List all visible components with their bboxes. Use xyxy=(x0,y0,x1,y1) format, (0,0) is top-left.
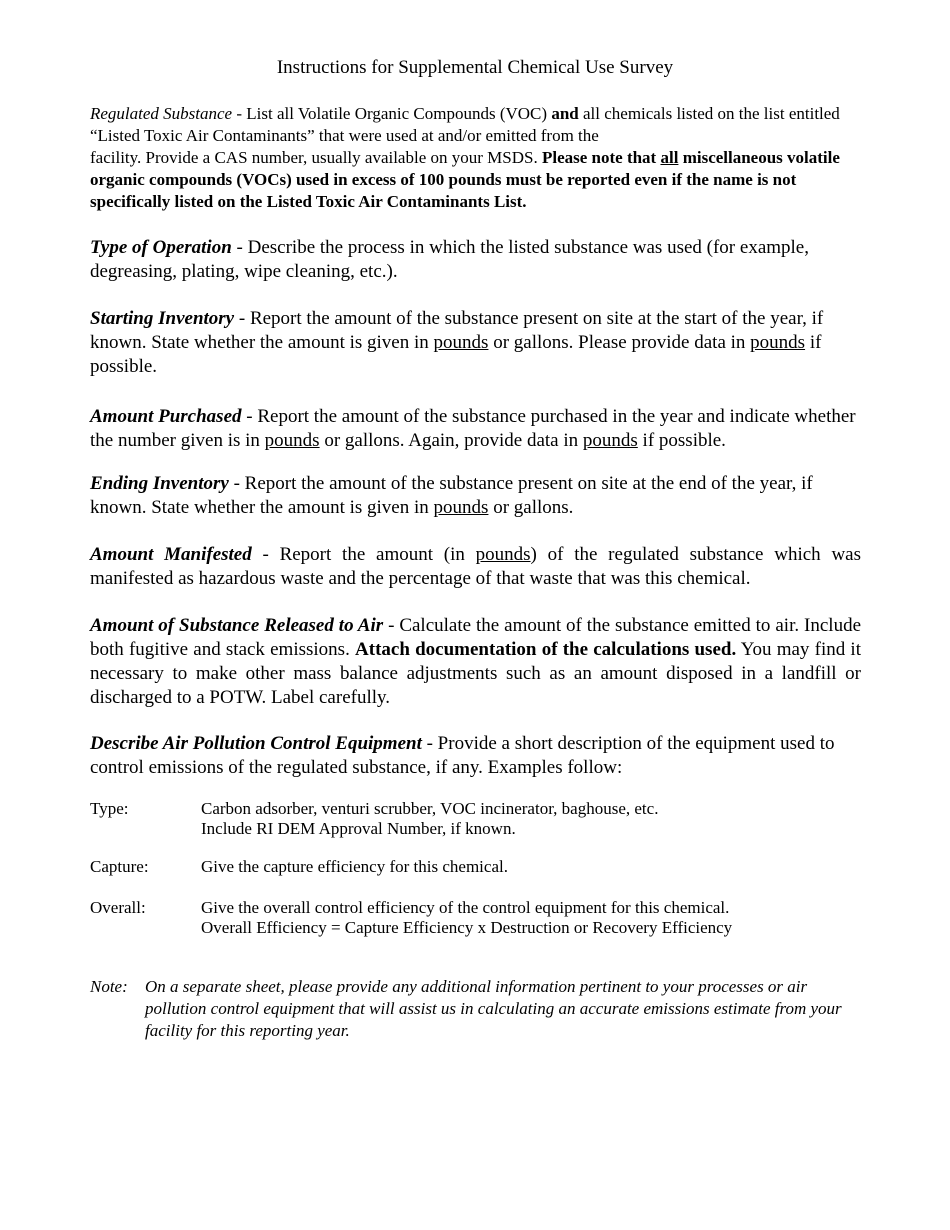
term-control-equipment: Describe Air Pollution Control Equipment xyxy=(90,733,422,754)
regulated-bold-2: miscellaneous volatile organic compounds (VOCs) used in excess of 100 pounds must be reported even if the name is not specifically listed on the Listed Toxic Air Contaminants List. xyxy=(90,148,840,211)
ending-inventory-text-2: or gallons. xyxy=(488,497,574,518)
amount-purchased-pounds-2: pounds xyxy=(582,430,638,451)
example-line-1: Give the overall control efficiency of the control equipment for this chemical. xyxy=(201,898,730,917)
example-line-2: Include RI DEM Approval Number, if known. xyxy=(201,819,516,838)
amount-purchased-pounds-1: pounds xyxy=(264,430,320,451)
regulated-bold-all: all xyxy=(660,148,679,167)
section-regulated-substance xyxy=(90,103,861,213)
starting-inventory-text-2: or gallons. Please provide data in xyxy=(488,332,751,353)
released-to-air-text-2: You may find it necessary to make other mass balance adjustments such as an amount disposed in a landfill or discharged to a POTW. Label carefully. xyxy=(90,639,861,708)
term-released-to-air: Amount of Substance Released to Air xyxy=(90,615,384,636)
amount-purchased-text-2: or gallons. Again, provide data in xyxy=(319,430,583,451)
regulated-and: and xyxy=(551,104,579,123)
term-type-of-operation: Type of Operation xyxy=(90,237,232,258)
term-regulated-substance: Regulated Substance xyxy=(90,104,233,123)
section-starting-inventory xyxy=(90,307,861,379)
regulated-text-3: facility. Provide a CAS number, usually available on your MSDS. xyxy=(90,148,542,167)
example-label: Capture: xyxy=(90,857,149,876)
example-description xyxy=(201,857,861,877)
example-line-1: Carbon adsorber, venturi scrubber, VOC incinerator, baghouse, etc. xyxy=(201,799,659,818)
example-label: Type: xyxy=(90,799,129,818)
control-equipment-text: - Provide a short description of the equipment used to control emissions of the regulated substance, if any. Examples follow: xyxy=(90,733,835,778)
note-text: On a separate sheet, please provide any additional information pertinent to your processes or air pollution control equipment that will assist us in calculating an accurate emissions estimate from your facility for this reporting year. xyxy=(145,977,842,1040)
released-to-air-bold: Attach documentation of the calculations used. xyxy=(355,639,737,660)
released-to-air-text-1: - Calculate the amount of the substance emitted to air. Include both fugitive and stack emissions. xyxy=(90,615,861,660)
example-line-1: Give the capture efficiency for this chemical. xyxy=(201,857,508,876)
section-ending-inventory xyxy=(90,472,861,520)
amount-purchased-text-3: if possible. xyxy=(637,430,726,451)
regulated-text-1: - List all Volatile Organic Compounds (VOC) xyxy=(232,104,552,123)
amount-purchased-text-1: - Report the amount of the substance purchased in the year and indicate whether the number given is in xyxy=(90,406,856,451)
starting-inventory-pounds-1: pounds xyxy=(433,332,489,353)
starting-inventory-pounds-2: pounds xyxy=(750,332,806,353)
term-ending-inventory: Ending Inventory xyxy=(90,473,229,494)
ending-inventory-text-1: - Report the amount of the substance present on site at the end of the year, if known. State whether the amount is given in xyxy=(90,473,813,518)
section-amount-manifested xyxy=(90,543,861,591)
term-amount-manifested: Amount Manifested xyxy=(90,544,252,565)
example-label: Overall: xyxy=(90,898,146,917)
section-type-of-operation xyxy=(90,236,861,284)
section-amount-purchased xyxy=(90,405,861,453)
example-line-2: Overall Efficiency = Capture Efficiency x Destruction or Recovery Efficiency xyxy=(201,918,733,937)
document-title: Instructions for Supplemental Chemical Use Survey xyxy=(276,57,674,78)
ending-inventory-pounds: pounds xyxy=(433,497,489,518)
starting-inventory-text-3: if possible. xyxy=(90,332,822,377)
starting-inventory-text-1: - Report the amount of the substance present on site at the start of the year, if known. State whether the amount is given in xyxy=(90,308,824,353)
amount-manifested-text-1: - Report the amount (in xyxy=(251,544,476,565)
section-control-equipment xyxy=(90,732,861,780)
type-of-operation-text: - Describe the process in which the listed substance was used (for example, degreasing, plating, wipe cleaning, etc.). xyxy=(90,237,809,282)
note-label: Note: xyxy=(90,977,128,996)
regulated-text-2: all chemicals listed on the list entitled “Listed Toxic Air Contaminants” that were used at and/or emitted from the xyxy=(90,104,840,145)
regulated-bold-1: Please note that xyxy=(541,148,661,167)
amount-manifested-pounds: pounds xyxy=(475,544,531,565)
example-description xyxy=(201,898,861,938)
section-released-to-air xyxy=(90,614,861,710)
term-starting-inventory: Starting Inventory xyxy=(90,308,235,329)
term-amount-purchased: Amount Purchased xyxy=(90,406,242,427)
example-description xyxy=(201,799,861,839)
amount-manifested-text-2: ) of the regulated substance which was manifested as hazardous waste and the percentage of that waste that was this chemical. xyxy=(90,544,861,589)
